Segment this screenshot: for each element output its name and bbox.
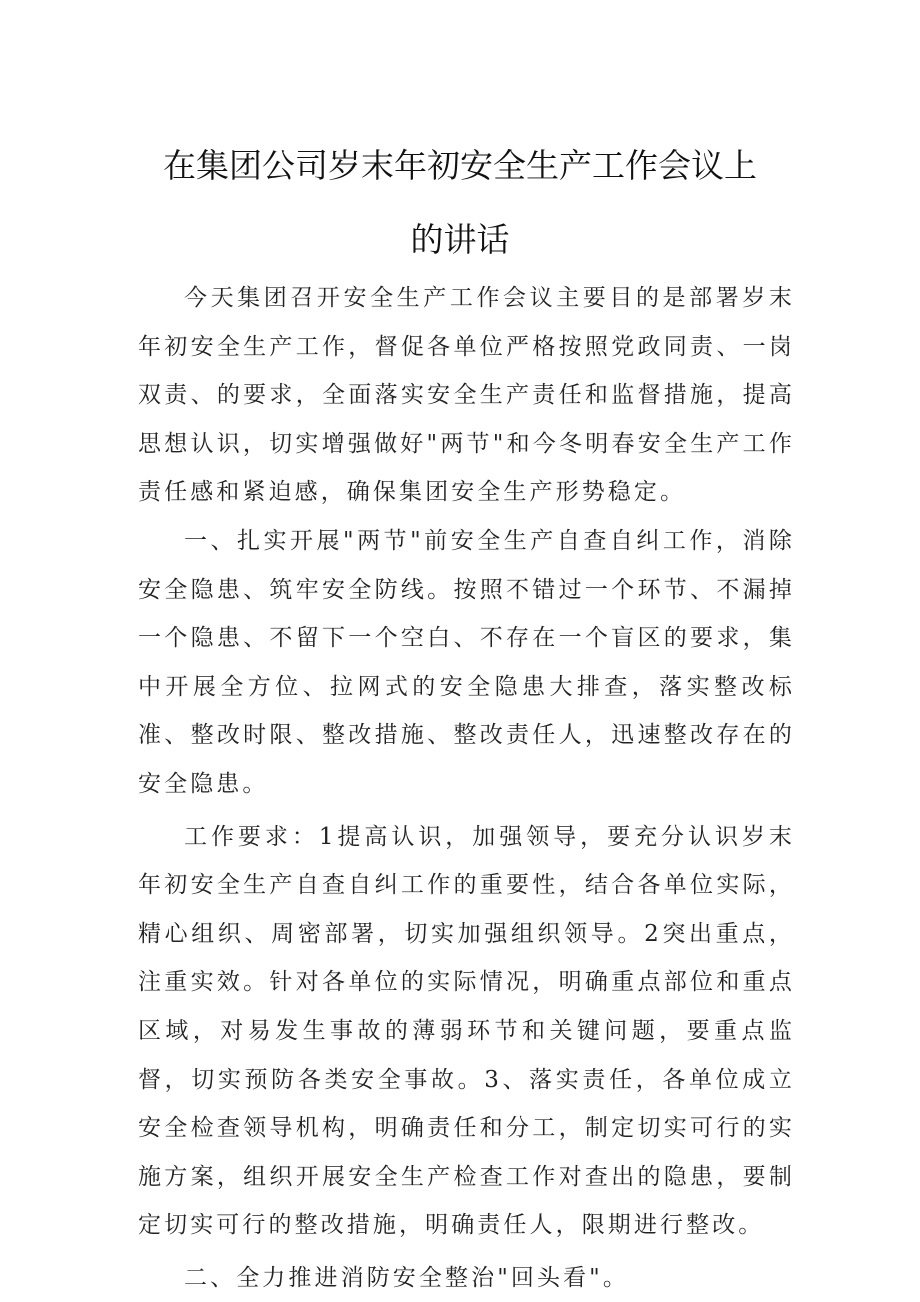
paragraph-intro: 今天集团召开安全生产工作会议主要目的是部署岁末年初安全生产工作，督促各单位严格按照党政同责、一岗双责、的要求，全面落实安全生产责任和监督措施，提高思想认识，切实增强做好"两节"和今冬明春安全生产工作责任感和紧迫感，确保集团安全生产形势稳定。 bbox=[138, 285, 795, 506]
paragraph-section-1: 一、扎实开展"两节"前安全生产自查自纠工作，消除安全隐患、筑牢安全防线。按照不错过一个环节、不漏掉一个隐患、不留下一个空白、不存在一个盲区的要求，集中开展全方位、拉网式的安全隐患大排查，落实整改标准、整改时限、整改措施、整改责任人，迅速整改存在的安全隐患。 bbox=[138, 527, 795, 797]
document-title-line-1: 在集团公司岁末年初安全生产工作会议上 bbox=[163, 146, 757, 185]
document-body bbox=[138, 274, 795, 1302]
paragraph-section-2: 二、全力推进消防安全整治"回头看"。 bbox=[184, 1264, 629, 1291]
paragraph-work-requirements: 工作要求：1提高认识，加强领导，要充分认识岁末年初安全生产自查自纠工作的重要性，结合各单位实际，精心组织、周密部署，切实加强组织领导。2突出重点，注重实效。针对各单位的实际情况，明确重点部位和重点区域，对易发生事故的薄弱环节和关键问题，要重点监督，切实预防各类安全事故。3、落实责任，各单位成立安全检查领导机构，明确责任和分工，制定切实可行的实施方案，组织开展安全生产检查工作对查出的隐患，要制定切实可行的整改措施，明确责任人，限期进行整改。 bbox=[138, 823, 795, 1239]
document-title-line-2: 的讲话 bbox=[410, 220, 510, 259]
